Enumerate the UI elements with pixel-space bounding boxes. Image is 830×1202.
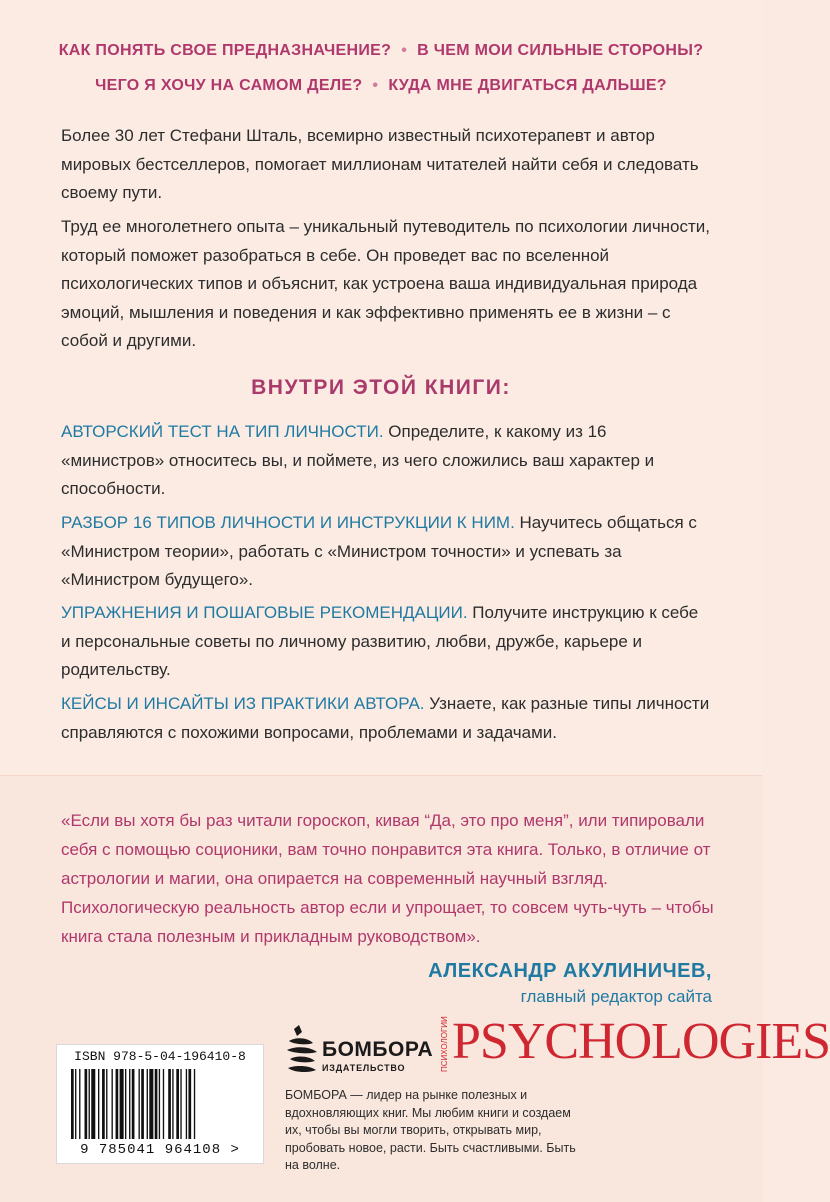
review-quote: «Если вы хотя бы раз читали гороскоп, кивая “Да, это про меня”, или типировали себя с помощью соционики, вам точно понравится эта книга. Только, в отличие от астрологии и магии, она опирается на современный научный взгляд. Психологическую реальность автор если и упрощает, то совсем чуть-чуть – чтобы книга стала полезным и прикладным руководством». [61,811,714,946]
question-2: В ЧЕМ МОИ СИЛЬНЫЕ СТОРОНЫ? [417,42,704,59]
feature-text: Определите, к какому из 16 «министров» относитесь вы, и поймете, из чего сложились ваш характер и способности. [61,422,655,498]
feature-lead: УПРАЖНЕНИЯ И ПОШАГОВЫЕ РЕКОМЕНДАЦИИ. [61,603,468,622]
feature-item [61,509,711,595]
feature-text: Узнаете, как разные типы личности справляются с похожими вопросами, проблемами и задачами. [61,694,710,742]
feature-text: Получите инструкцию к себе и персональные советы по личному развитию, любви, дружбе, карьере и родительству. [61,603,699,679]
bombora-logo-icon [285,1023,319,1079]
feature-item [61,599,711,685]
inside-heading: ВНУТРИ ЭТОЙ КНИГИ: [251,376,511,399]
ean-digits: 9 785041 964108 > [80,1142,240,1158]
quote-author-title: главный редактор сайта [520,987,712,1006]
question-1: КАК ПОНЯТЬ СВОЕ ПРЕДНАЗНАЧЕНИЕ? [58,42,392,59]
separator-dot: • [372,77,379,94]
feature-item [61,690,711,747]
quote-author: АЛЕКСАНДР АКУЛИНИЧЕВ, [428,960,712,982]
intro-paragraph-1: Более 30 лет Стефани Шталь, всемирно известный психотерапевт и автор мировых бестселлеров, помогает миллионам читателей найти себя и следовать своему пути. [61,126,699,202]
psychologies-vertical-label [438,1016,450,1072]
publisher-subtitle: ИЗДАТЕЛЬСТВО [322,1063,406,1073]
feature-text: Научитесь общаться с «Министром теории», работать с «Министром точности» и успевать за «Министром будущего». [61,513,697,589]
intro-paragraph-2: Труд ее многолетнего опыта – уникальный путеводитель по психологии личности, который поможет разобраться в себе. Он проведет вас по вселенной психологических типов и объяснит, как устроена ваша индивидуальная природа эмоций, мышления и поведения и как эффективно применять ее в жизни – с собой и другими. [61,217,711,350]
separator-dot: • [401,42,408,59]
questions-row-2 [0,77,762,95]
publisher-name: БОМБОРА [322,1038,434,1061]
question-3: ЧЕГО Я ХОЧУ НА САМОМ ДЕЛЕ? [95,77,363,94]
feature-lead: КЕЙСЫ И ИНСАЙТЫ ИЗ ПРАКТИКИ АВТОРА. [61,694,425,713]
quote-attribution [428,960,712,1007]
feature-item [61,418,711,504]
barcode-bars-icon [71,1069,251,1139]
isbn-number: ISBN 978-5-04-196410-8 [74,1049,246,1064]
questions-row-1 [0,42,762,60]
feature-lead: АВТОРСКИЙ ТЕСТ НА ТИП ЛИЧНОСТИ. [61,422,384,441]
svg-text:ПСИХОЛОГИИ: ПСИХОЛОГИИ [440,1016,449,1072]
publisher-description: БОМБОРА — лидер на рынке полезных и вдохновляющих книг. Мы любим книги и создаем их, чтобы вы могли творить, открывать мир, пробовать новое, расти. Быть счастливыми. Быть на волне. [285,1088,576,1172]
feature-lead: РАЗБОР 16 ТИПОВ ЛИЧНОСТИ И ИНСТРУКЦИИ К НИМ. [61,513,515,532]
psychologies-logo: PSYCHOLOGIES [452,1013,830,1070]
question-4: КУДА МНЕ ДВИГАТЬСЯ ДАЛЬШЕ? [388,77,667,94]
isbn-barcode [56,1044,264,1164]
